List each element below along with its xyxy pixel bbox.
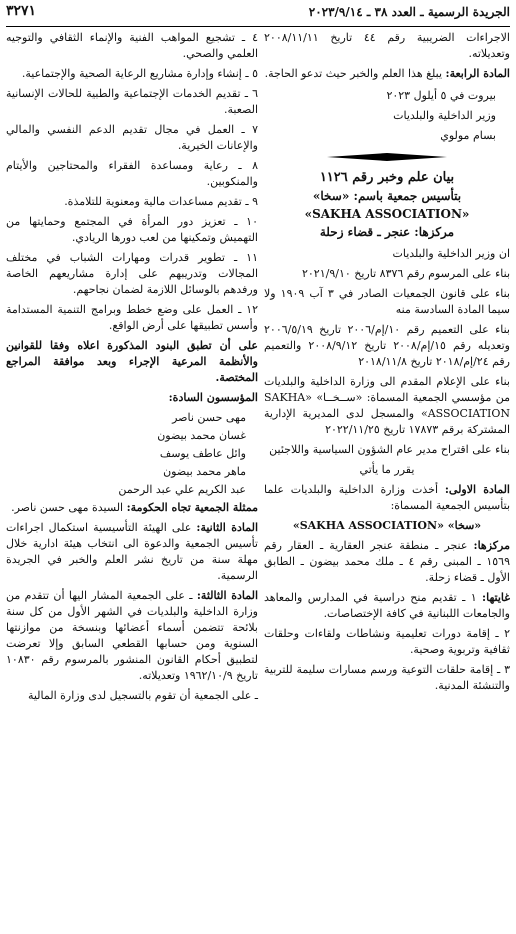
paragraph: بناء على الإعلام المقدم الى وزارة الداخلية والبلديات من مؤسسي الجمعية المسماة: «ســخــا» «SAKHA ASSOCIATION» والمسجل لدى المديرية الإدارية المشتركة برقم ١٧٨٧٣ تاريخ ٢٠٢٢/١١/٢٥ (264, 375, 510, 436)
hq-text: عنجر ـ منطقة عنجر العقارية ـ العقار رقم ١٥٦٩ ـ المبنى رقم ٤ ـ ملك محمد بيضون ـ الطابق الأول ـ قضاء زحلة. (264, 539, 510, 584)
notice-name: «SAKHA ASSOCIATION» (304, 207, 470, 221)
goals-label: غايتها: (482, 591, 511, 604)
goal-1 (264, 590, 510, 622)
article-3-text: ـ على الجمعية المشار اليها أن تتقدم من وزارة الداخلية والبلديات في الشهر الأول من كل سنة بلائحة تتضمن أسماء أعضائها وبنسخة من موازنتها السنوية ومن حسابها القطعي السابق وإلا تعرضت لتطبيق أحكام القانون المنشور بالمرسوم رقم ١٠٨٣٠ تاريخ ١٩٦٢/١٠/٩ وتعديلاته. (6, 589, 258, 682)
article-1-text: أخذت وزارة الداخلية والبلديات علما بتأسيس الجمعية المسماة: (264, 483, 510, 512)
notice-title: بيان علم وخبر رقم ١١٢٦ (319, 170, 455, 185)
goal-9: ٩ ـ تقديم مساعدات مالية ومعنوية للتلامذة. (64, 195, 258, 208)
last-line: ـ على الجمعية أن تقوم بالتسجيل لدى وزارة المالية (27, 689, 258, 702)
goal-3: ٣ ـ إقامة حلقات التوعية ورسم مسارات سليمة للتربية والتنشئة المدنية. (264, 663, 510, 692)
divider-ornament (327, 152, 447, 162)
goal-10: ١٠ ـ تعزيز دور المرأة في المجتمع وحمايتها من التهميش وتمكينها من لعب دورها الريادي. (6, 215, 258, 244)
paragraph: بناء على قانون الجمعيات الصادر في ٣ آب ١٩٠٩ ولا سيما المادة السادسة منه (264, 287, 510, 316)
article-2-label: المادة الثانية: (196, 521, 259, 534)
article-2-text: على الهيئة التأسيسية استكمال اجراءات تأسيس الجمعية والدعوة الى انتخاب هيئة ادارية خلال مهلة سنة من تاريخ نشر العلم والخبر في الجريدة الرسمية. (6, 521, 258, 582)
founder: وائل عاطف يوسف (159, 447, 246, 460)
article-1 (264, 482, 510, 514)
left-column (6, 30, 258, 708)
top-text: الاجراءات الضريبية رقم ٤٤ تاريخ ٢٠٠٨/١١/١١ وتعديلاته. (264, 31, 510, 60)
signature-block (264, 88, 496, 144)
goal-11: ١١ ـ تطوير قدرات ومهارات الشباب في مختلف المجالات وتدريبهم على إدارة مشاريعهم الخاصة ورفدهم بالوسائل اللازمة لضمان نجاحهم. (6, 251, 258, 296)
goal-4: ٤ ـ تشجيع المواهب الفنية والإنماء الثقافي والتوجيه العلمي والصحي. (6, 31, 258, 60)
article-4-text: يبلغ هذا العلم والخبر حيث تدعو الحاجة. (264, 67, 443, 80)
goal-7: ٧ ـ العمل في مجال تقديم الدعم النفسي والمالي والإعانات الخيرية. (6, 123, 258, 152)
goal-12: ١٢ ـ العمل على وضع خطط وبرامج التنمية المستدامة وأسس تطبيقها على أرض الواقع. (6, 303, 258, 332)
signature-date: بيروت في ٥ أيلول ٢٠٢٣ (386, 89, 496, 102)
paragraph: بناء على المرسوم رقم ٨٣٧٦ تاريخ ٢٠٢١/٩/١٠ (301, 267, 510, 280)
right-column (264, 30, 510, 698)
paragraph: ان وزير الداخلية والبلديات (392, 247, 510, 260)
founders-list (6, 410, 258, 498)
goal-6: ٦ ـ تقديم الخدمات الإجتماعية والطبية للحالات الإنسانية الصعبة. (6, 87, 258, 116)
founder: ماهر محمد بيضون (163, 465, 246, 478)
founder: مهى حسن ناصر (172, 411, 246, 424)
rep-text: السيدة مهى حسن ناصر. (11, 501, 124, 514)
signature-title: وزير الداخلية والبلديات (393, 109, 496, 122)
goal-8: ٨ ـ رعاية ومساعدة الفقراء والمحتاجين والأيتام والمنكوبين. (6, 159, 258, 188)
notice-subtitle: بتأسيس جمعية باسم: «سخا» (312, 189, 462, 203)
hq-label: مركزها: (473, 539, 510, 552)
bold-clause: على أن تطبق البنود المذكورة اعلاه وفقا للقوانين والأنظمة المرعية الإجراء وبعد موافقة المراجع المختصة. (6, 339, 258, 384)
page-header (6, 3, 510, 27)
paragraph: بناء على اقتراح مدير عام الشؤون السياسية واللاجئين (269, 443, 510, 456)
rep-label: ممثلة الجمعية تجاه الحكومة: (126, 501, 258, 514)
page-number: ٣٢٧١ (6, 3, 37, 19)
notice-hq: مركزها: عنجر ـ قضاء زحلة (319, 225, 455, 239)
assoc-name: «سخا» «SAKHA ASSOCIATION» (292, 519, 482, 532)
header-rule (6, 26, 510, 27)
goal-1-text: ١ ـ تقديم منح دراسية في المدارس والمعاهد والجامعات اللبنانية في كافة الإختصاصات. (264, 591, 510, 620)
goal-2: ٢ ـ إقامة دورات تعليمية ونشاطات ولقاءات وحلقات ثقافية وتربوية وصحية. (264, 627, 510, 656)
goal-5: ٥ ـ إنشاء وإدارة مشاريع الرعاية الصحية والإجتماعية. (21, 67, 258, 80)
journal-title: الجريدة الرسمية ـ العدد ٣٨ ـ ٢٠٢٣/٩/١٤ (308, 5, 510, 19)
article-4 (264, 66, 510, 82)
article-3 (6, 588, 258, 684)
article-4-label: المادة الرابعة: (445, 67, 510, 80)
representative (6, 500, 258, 516)
section-divider (264, 150, 510, 164)
hq (264, 538, 510, 586)
founders-label: المؤسسون السادة: (168, 391, 258, 404)
founder: عبد الكريم علي عبد الرحمن (118, 483, 246, 496)
article-3-label: المادة الثالثة: (196, 589, 258, 602)
article-1-label: المادة الاولى: (444, 483, 510, 496)
paragraph: بناء على التعميم رقم ١٠/إم/٢٠٠٦ تاريخ ٢٠٠٦/٥/١٩ وتعديله رقم ١٥/إم/٢٠٠٨ تاريخ ٢٠٠٨/٩/١٢ والتعميم رقم ٢٤/إم/٢٠١٨ تاريخ ٢٠١٨/١١/٨ (264, 323, 510, 368)
signature-name: بسام مولوي (440, 129, 496, 142)
article-2 (6, 520, 258, 584)
decides: يقرر ما يأتي (359, 463, 415, 476)
founder: غسان محمد بيضون (157, 429, 246, 442)
